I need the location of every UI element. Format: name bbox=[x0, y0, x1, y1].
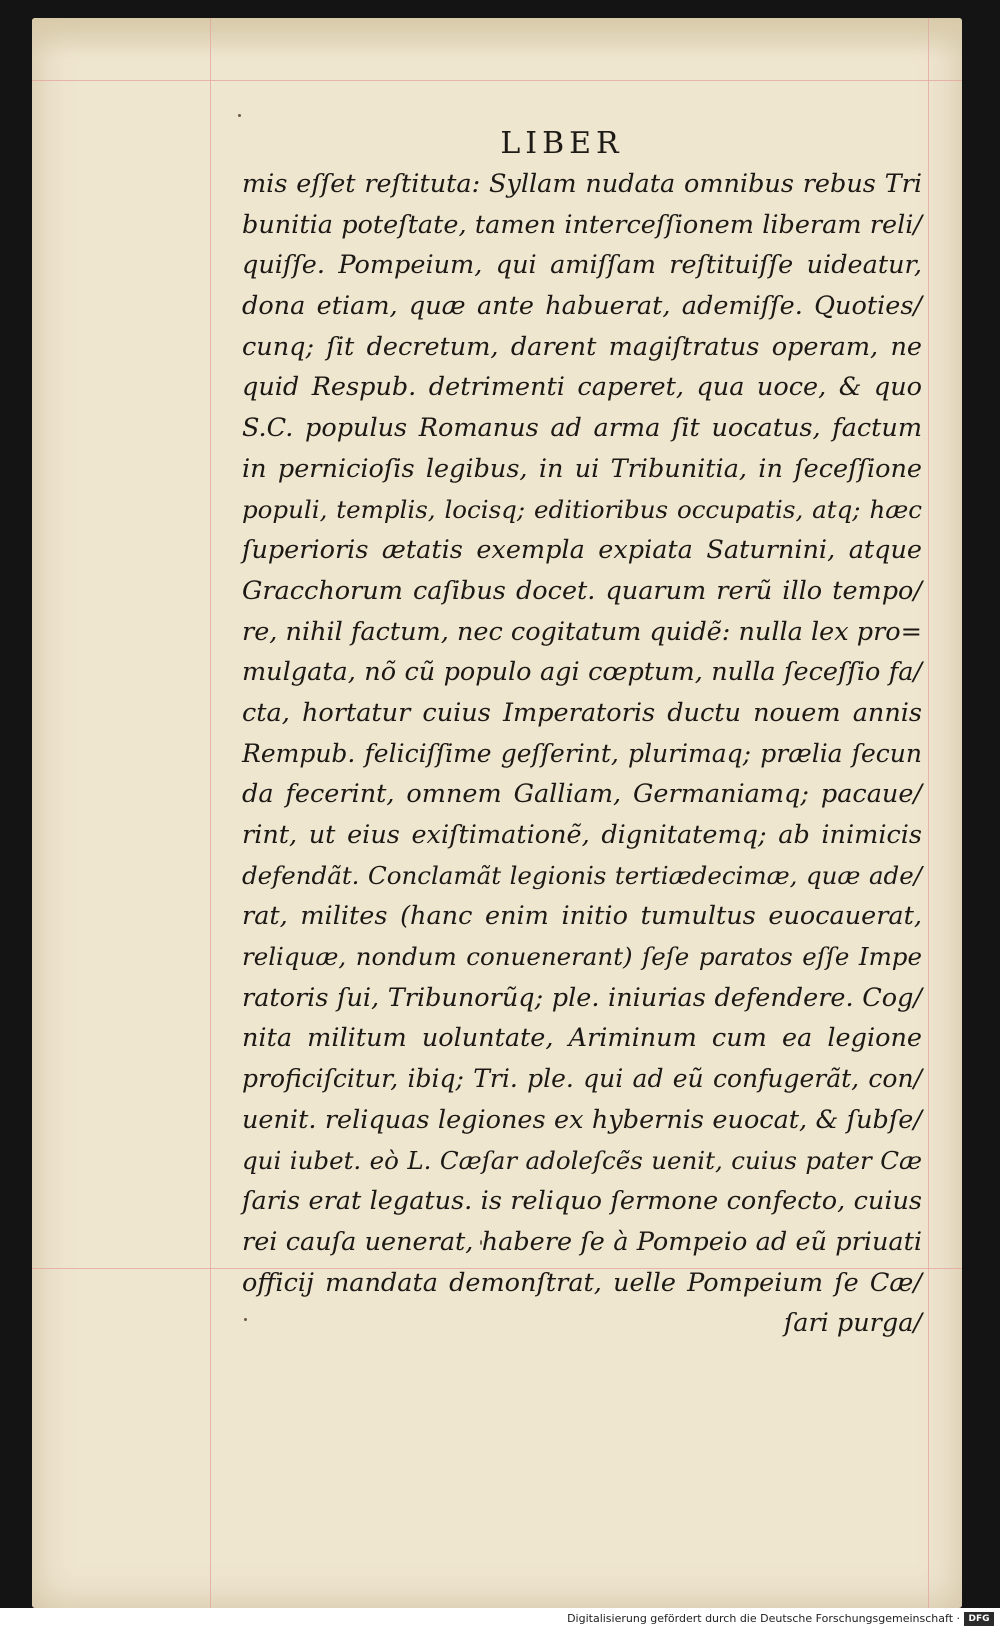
text-line: Rempub. feliciſſime geſſerint, plurimaq; prælia ſecun bbox=[242, 738, 922, 768]
running-head: LIBER bbox=[500, 126, 624, 161]
text-line: defendãt. Conclamãt legionis tertiædecimæ, quæ ade/ bbox=[242, 860, 922, 890]
text-line: Gracchorum caſibus docet. quarum rerũ illo tempo/ bbox=[242, 575, 922, 606]
margin-rule-right bbox=[928, 18, 929, 1608]
text-line: uenit. reliquas legiones ex hybernis euocat, & ſubſe/ bbox=[242, 1104, 922, 1135]
text-line: proficiſcitur, ibiq; Tri. ple. qui ad eũ confugerãt, con/ bbox=[242, 1064, 922, 1094]
text-line: officij mandata demonſtrat, uelle Pompeium ſe Cæ/ bbox=[242, 1267, 922, 1298]
paper-speck bbox=[238, 114, 241, 117]
text-line: ſuperioris ætatis exempla expiata Saturnini, atque bbox=[242, 535, 922, 566]
footer-bar bbox=[0, 1608, 1000, 1632]
text-line: cunq; ſit decretum, darent magiſtratus operam, ne bbox=[242, 331, 922, 362]
text-line: reliquæ, nondum conuenerant) ſeſe paratos eſſe Impe bbox=[242, 942, 922, 972]
text-line: rat, milites (hanc enim initio tumultus euocauerat, bbox=[242, 901, 922, 932]
margin-rule-left bbox=[210, 18, 211, 1608]
text-line: cta, hortatur cuius Imperatoris ductu nouem annis bbox=[242, 697, 922, 728]
funding-credit: Digitalisierung gefördert durch die Deutsche Forschungsgemeinschaft · bbox=[567, 1612, 960, 1625]
text-line: da fecerint, omnem Galliam, Germaniamq; pacaue/ bbox=[242, 779, 922, 810]
dfg-logo-icon: DFG bbox=[964, 1612, 994, 1626]
text-line: rint, ut eius exiſtimationẽ, dignitatemq; ab inimicis bbox=[242, 820, 922, 850]
book-page bbox=[32, 18, 962, 1608]
text-line: mis eſſet reſtituta: Syllam nudata omnibus rebus Tri bbox=[242, 169, 922, 199]
text-line: in pernicioſis legibus, in ui Tribunitia, in ſeceſſione bbox=[242, 453, 922, 484]
text-line: populi, templis, locisq; editioribus occupatis, atq; hæc bbox=[242, 494, 922, 524]
text-line: nita militum uoluntate, Ariminum cum ea legione bbox=[242, 1023, 922, 1054]
body-text bbox=[242, 164, 922, 1344]
text-line: rei cauſa uenerat, habere ſe à Pompeio ad eũ priuati bbox=[242, 1226, 922, 1257]
catchword: ſari purga/ bbox=[783, 1308, 922, 1339]
text-line: bunitia poteſtate, tamen interceſſionem liberam reli/ bbox=[242, 209, 922, 240]
text-line: dona etiam, quæ ante habuerat, ademiſſe. Quoties/ bbox=[242, 291, 922, 322]
text-line: ratoris ſui, Tribunorũq; ple. iniurias defendere. Cog/ bbox=[242, 982, 922, 1013]
text-line: S.C. populus Romanus ad arma ſit uocatus, factum bbox=[242, 413, 922, 444]
text-line: quiſſe. Pompeium, qui amiſſam reſtituiſſe uideatur, bbox=[242, 250, 922, 281]
text-line: mulgata, nõ cũ populo agi cœptum, nulla ſeceſſio fa/ bbox=[242, 657, 922, 688]
text-line: qui iubet. eò L. Cæſar adoleſcẽs uenit, cuius pater Cæ bbox=[242, 1145, 922, 1175]
text-line: ſaris erat legatus. is reliquo ſermone confecto, cuius bbox=[242, 1186, 922, 1217]
text-line: re, nihil factum, nec cogitatum quidẽ: nulla lex pro= bbox=[242, 616, 922, 647]
text-line: quid Respub. detrimenti caperet, qua uoce, & quo bbox=[242, 372, 922, 403]
margin-rule-top bbox=[32, 80, 962, 81]
